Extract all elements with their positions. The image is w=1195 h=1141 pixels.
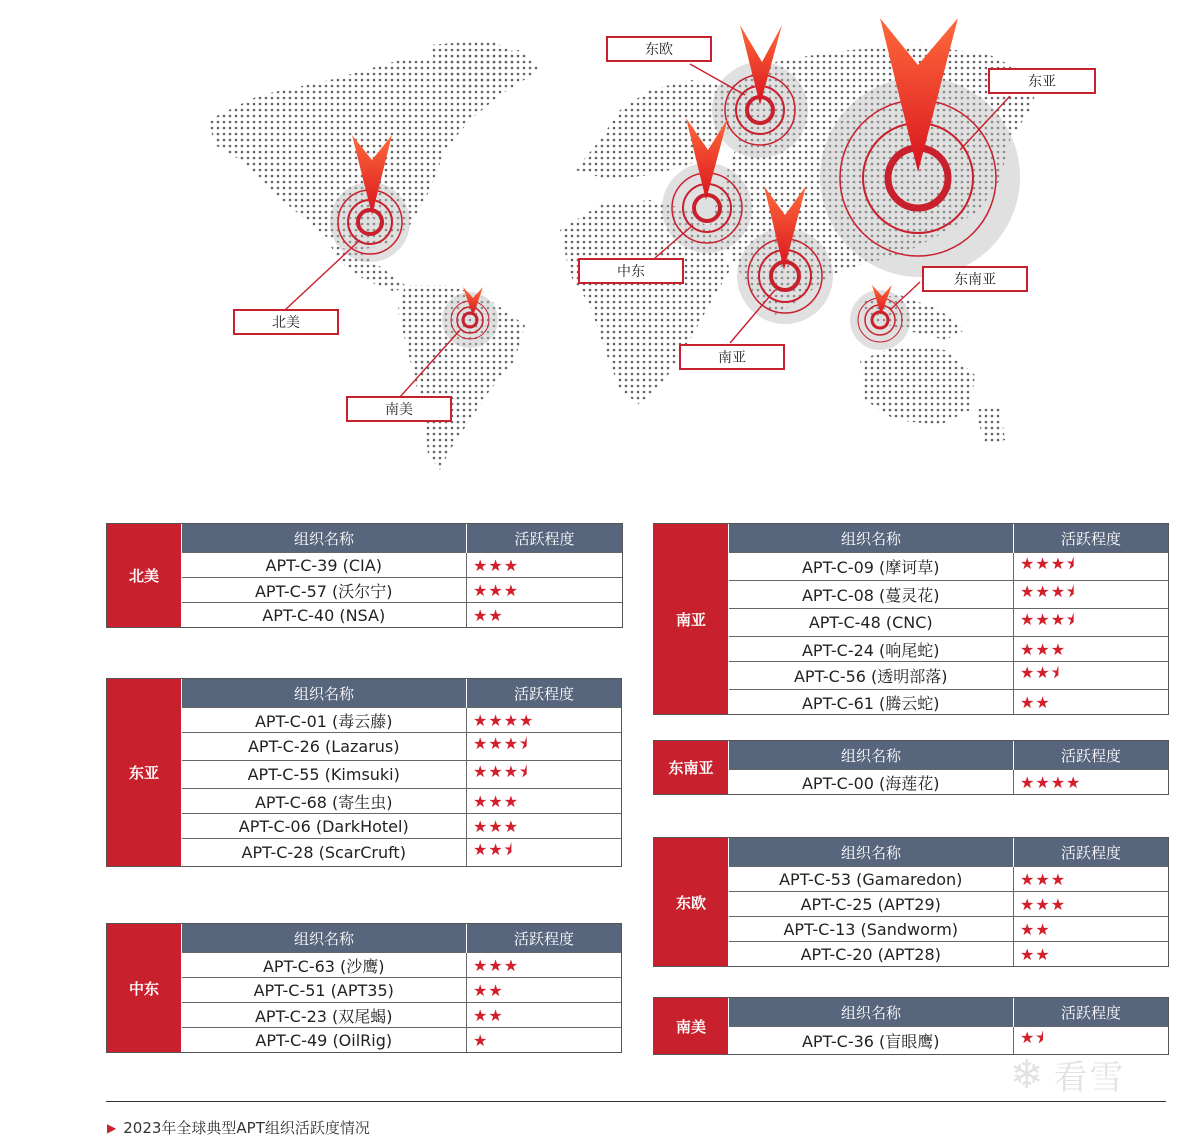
apt-table	[728, 741, 1168, 794]
apt-name: APT-C-01 (毒云藤)	[182, 708, 467, 733]
activity-stars: ★★★★	[467, 708, 622, 733]
header-name: 组织名称	[729, 741, 1014, 770]
table-row	[182, 789, 622, 814]
figure-caption	[107, 1117, 370, 1138]
table-header-row	[729, 524, 1169, 553]
table-row	[182, 603, 623, 628]
apt-name: APT-C-61 (腾云蛇)	[729, 690, 1014, 715]
callout-east-europe: 东欧	[606, 36, 712, 62]
header-name: 组织名称	[729, 524, 1014, 553]
apt-name: APT-C-06 (DarkHotel)	[182, 814, 467, 839]
activity-stars: ★★★	[1014, 637, 1169, 662]
group-middle-east	[106, 923, 622, 1053]
header-name: 组织名称	[182, 524, 467, 553]
group-north-america	[106, 523, 623, 628]
activity-stars: ★★★	[467, 814, 622, 839]
header-activity: 活跃程度	[1014, 998, 1169, 1027]
header-name: 组织名称	[729, 838, 1014, 867]
group-east-asia	[106, 678, 622, 867]
caption-triangle-icon: ▶	[107, 1120, 117, 1135]
header-activity: 活跃程度	[467, 924, 622, 953]
table-row	[182, 733, 622, 761]
apt-table	[728, 998, 1168, 1054]
table-header-row	[182, 524, 623, 553]
callout-southeast-asia: 东南亚	[922, 266, 1028, 292]
apt-name: APT-C-25 (APT29)	[729, 892, 1014, 917]
activity-stars: ★★★	[1014, 867, 1169, 892]
table-row	[182, 814, 622, 839]
region-label: 中东	[107, 924, 181, 1052]
apt-name: APT-C-23 (双尾蝎)	[182, 1003, 467, 1028]
table-row	[729, 553, 1169, 581]
table-header-row	[182, 924, 622, 953]
table-header-row	[729, 998, 1169, 1027]
activity-stars: ★★	[467, 1003, 622, 1028]
header-name: 组织名称	[182, 924, 467, 953]
region-label: 东欧	[654, 838, 728, 966]
activity-stars: ★★⯨	[1014, 662, 1169, 690]
table-row	[729, 637, 1169, 662]
activity-stars: ★★	[1014, 917, 1169, 942]
apt-name: APT-C-49 (OilRig)	[182, 1028, 467, 1053]
activity-stars: ★★	[467, 978, 622, 1003]
table-row	[729, 690, 1169, 715]
apt-name: APT-C-40 (NSA)	[182, 603, 467, 628]
region-label: 东亚	[107, 679, 181, 866]
apt-name: APT-C-63 (沙鹰)	[182, 953, 467, 978]
region-label: 南美	[654, 998, 728, 1054]
activity-stars: ★	[467, 1028, 622, 1053]
header-activity: 活跃程度	[467, 524, 623, 553]
apt-name: APT-C-24 (响尾蛇)	[729, 637, 1014, 662]
apt-name: APT-C-20 (APT28)	[729, 942, 1014, 967]
callout-east-asia: 东亚	[988, 68, 1096, 94]
apt-name: APT-C-09 (摩诃草)	[729, 553, 1014, 581]
table-header-row	[729, 838, 1169, 867]
region-label: 北美	[107, 524, 181, 627]
activity-stars: ★★★⯨	[1014, 581, 1169, 609]
table-row	[182, 761, 622, 789]
table-row	[729, 662, 1169, 690]
table-row	[729, 942, 1169, 967]
group-east-europe	[653, 837, 1169, 967]
apt-name: APT-C-51 (APT35)	[182, 978, 467, 1003]
callout-south-asia: 南亚	[679, 344, 785, 370]
activity-stars: ★★★	[467, 578, 623, 603]
apt-name: APT-C-48 (CNC)	[729, 609, 1014, 637]
apt-name: APT-C-00 (海莲花)	[729, 770, 1014, 795]
apt-table	[181, 679, 621, 866]
activity-stars: ★★★⯨	[467, 733, 622, 761]
apt-name: APT-C-39 (CIA)	[182, 553, 467, 578]
region-label: 东南亚	[654, 741, 728, 794]
table-row	[182, 708, 622, 733]
header-activity: 活跃程度	[1014, 741, 1169, 770]
activity-stars: ★★★★	[1014, 770, 1169, 795]
apt-name: APT-C-56 (透明部落)	[729, 662, 1014, 690]
callout-south-america: 南美	[346, 396, 452, 422]
header-activity: 活跃程度	[467, 679, 622, 708]
activity-stars: ★★	[467, 603, 623, 628]
activity-stars: ★★★	[467, 953, 622, 978]
table-row	[182, 978, 622, 1003]
callout-middle-east: 中东	[578, 258, 684, 284]
table-row	[729, 609, 1169, 637]
activity-stars: ★★	[1014, 690, 1169, 715]
apt-name: APT-C-26 (Lazarus)	[182, 733, 467, 761]
header-name: 组织名称	[729, 998, 1014, 1027]
apt-name: APT-C-53 (Gamaredon)	[729, 867, 1014, 892]
table-row	[182, 553, 623, 578]
activity-stars: ★★★⯨	[467, 761, 622, 789]
group-south-america	[653, 997, 1169, 1055]
header-activity: 活跃程度	[1014, 838, 1169, 867]
apt-name: APT-C-55 (Kimsuki)	[182, 761, 467, 789]
apt-name: APT-C-36 (盲眼鹰)	[729, 1027, 1014, 1055]
table-header-row	[182, 679, 622, 708]
apt-name: APT-C-57 (沃尔宁)	[182, 578, 467, 603]
header-name: 组织名称	[182, 679, 467, 708]
watermark	[1010, 1050, 1126, 1099]
apt-name: APT-C-28 (ScarCruft)	[182, 839, 467, 867]
table-row	[729, 892, 1169, 917]
apt-table	[728, 524, 1168, 714]
apt-table	[181, 524, 622, 627]
activity-stars: ★★★	[1014, 892, 1169, 917]
table-row	[729, 917, 1169, 942]
apt-name: APT-C-13 (Sandworm)	[729, 917, 1014, 942]
table-row	[729, 867, 1169, 892]
group-southeast-asia	[653, 740, 1169, 795]
activity-stars: ★★★⯨	[1014, 609, 1169, 637]
footer-rule	[106, 1101, 1166, 1102]
caption-text: 2023年全球典型APT组织活跃度情况	[123, 1119, 370, 1137]
apt-name: APT-C-68 (寄生虫)	[182, 789, 467, 814]
callout-north-america: 北美	[233, 309, 339, 335]
table-row	[182, 578, 623, 603]
table-header-row	[729, 741, 1169, 770]
apt-name: APT-C-08 (蔓灵花)	[729, 581, 1014, 609]
region-label: 南亚	[654, 524, 728, 714]
apt-table	[181, 924, 621, 1052]
header-activity: 活跃程度	[1014, 524, 1169, 553]
apt-table	[728, 838, 1168, 966]
activity-stars: ★★⯨	[467, 839, 622, 867]
table-row	[729, 581, 1169, 609]
snowflake-icon: ❄	[1010, 1051, 1046, 1098]
table-row	[182, 1028, 622, 1053]
group-south-asia	[653, 523, 1169, 715]
table-row	[182, 953, 622, 978]
activity-stars: ★★	[1014, 942, 1169, 967]
activity-stars: ★★★	[467, 789, 622, 814]
table-row	[182, 1003, 622, 1028]
activity-stars: ★⯨	[1014, 1027, 1169, 1055]
activity-stars: ★★★	[467, 553, 623, 578]
table-row	[729, 770, 1169, 795]
table-row	[182, 839, 622, 867]
watermark-text: 看雪	[1053, 1058, 1126, 1098]
activity-stars: ★★★⯨	[1014, 553, 1169, 581]
